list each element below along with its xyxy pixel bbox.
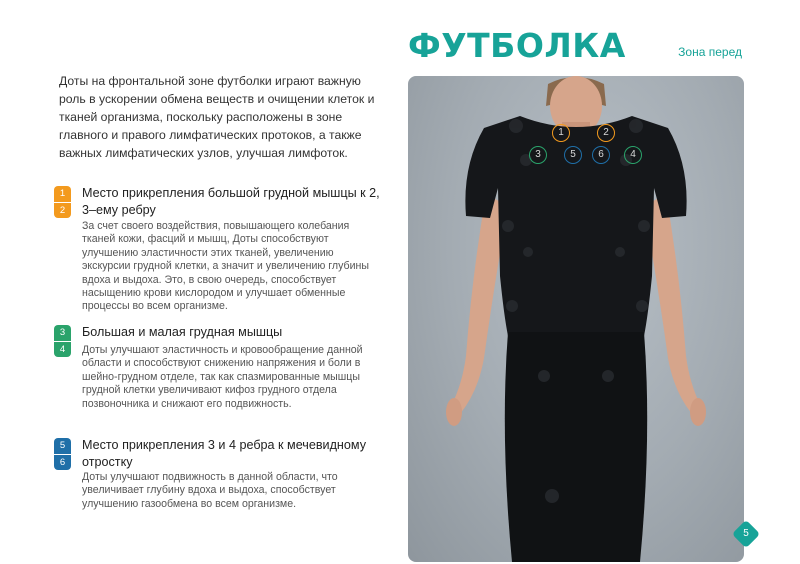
badge-4: 4 [54,341,71,357]
section-body: Доты улучшают подвижность в данной области, что увеличивает глубину вдоха и выдоха, способствует улучшению газообмена во всем организме. [82,471,338,510]
zone-label: Зона перед [678,45,742,59]
model-photo [408,76,744,562]
intro-paragraph: Доты на фронтальной зоне футболки играют важную роль в ускорении обмена веществ и очищении клеток и тканей организма, поскольку расположены в зоне главного и правого лимфатических протоков, а также важных лимфатических узлов, улучшая лимфоток. [59,74,375,160]
badge-3: 3 [54,325,71,341]
badge-pair-5-6 [54,438,71,470]
marker-4: 4 [624,146,642,164]
marker-3: 3 [529,146,547,164]
marker-2: 2 [597,124,615,142]
section-title: Место прикрепления большой грудной мышцы к 2, 3–ему ребру [82,186,380,217]
section-title: Большая и малая грудная мышцы [82,325,283,339]
page-title: ФУТБОЛКА [408,26,626,65]
badge-6: 6 [54,454,71,470]
section-body: Доты улучшают эластичность и кровообращение данной области и способствуют снижению напряжения и боли в шейно-грудном отделе, так как спазмированные мышцы грудной клетки увеличивают кифоз грудного отдела позвоночника и снижают его подвижность. [82,344,363,410]
badge-pair-1-2 [54,186,71,218]
badge-pair-3-4 [54,325,71,357]
page-number: 5 [743,528,749,539]
marker-6: 6 [592,146,610,164]
section-body: За счет своего воздействия, повышающего колебания тканей кожи, фасций и мышц, Доты способствуют улучшению эластичности этих тканей, увеличению экскурсии грудной клетки, а значит и увеличению глубины вдоха и выдоха. Это, в свою очередь, способствует насыщению крови кислородом и улучшает обменные процессы во всем организме. [82,220,369,313]
badge-2: 2 [54,202,71,218]
marker-1: 1 [552,124,570,142]
page-number-badge [732,520,760,548]
badge-5: 5 [54,438,71,454]
section-title: Место прикрепления 3 и 4 ребра к мечевидному отростку [82,438,366,469]
badge-1: 1 [54,186,71,202]
marker-5: 5 [564,146,582,164]
